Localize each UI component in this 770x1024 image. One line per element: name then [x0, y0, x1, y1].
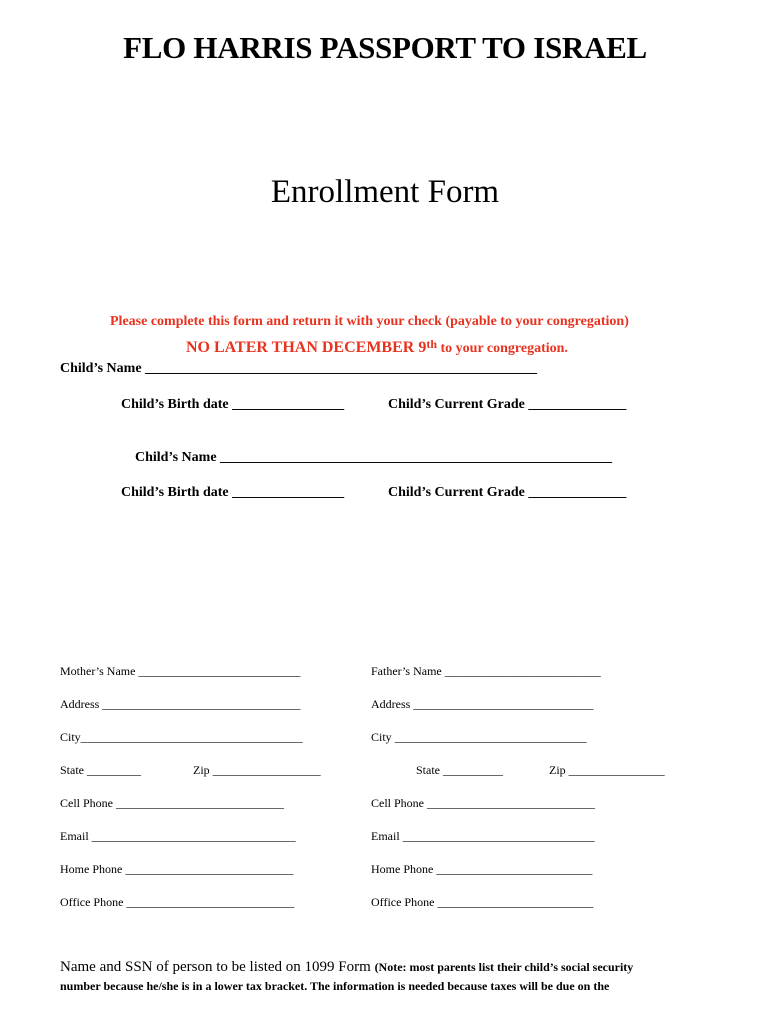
deadline-main: NO LATER THAN DECEMBER 9	[186, 339, 427, 356]
child2-birthdate-field[interactable]: Child’s Birth date ________________	[121, 485, 345, 500]
child1-name-field[interactable]: Child’s Name ________________________________________________________	[60, 361, 538, 376]
child1-birthdate-field[interactable]: Child’s Birth date ________________	[121, 397, 345, 412]
mother-zip-field[interactable]: Zip __________________	[193, 763, 321, 777]
father-home-phone-field[interactable]: Home Phone __________________________	[371, 862, 593, 876]
father-zip-field[interactable]: Zip ________________	[549, 763, 665, 777]
mother-cell-phone-field[interactable]: Cell Phone ____________________________	[60, 796, 284, 810]
ssn-note-continued: number because he/she is in a lower tax bracket. The information is needed because taxes will be due on the	[60, 979, 610, 993]
form-subtitle: Enrollment Form	[270, 174, 500, 210]
mother-city-field[interactable]: City_____________________________________	[60, 730, 303, 744]
child2-grade-field[interactable]: Child’s Current Grade ______________	[388, 485, 627, 500]
instructions-text: Please complete this form and return it with your check (payable to your congregation)	[110, 314, 629, 329]
father-address-field[interactable]: Address ______________________________	[371, 697, 594, 711]
mother-address-field[interactable]: Address _________________________________	[60, 697, 301, 711]
mother-home-phone-field[interactable]: Home Phone ____________________________	[60, 862, 294, 876]
mother-office-phone-field[interactable]: Office Phone ____________________________	[60, 895, 295, 909]
ssn-instruction	[60, 959, 633, 976]
father-city-field[interactable]: City ________________________________	[371, 730, 587, 744]
father-email-field[interactable]: Email ________________________________	[371, 829, 595, 843]
child2-name-field[interactable]: Child’s Name ________________________________________________________	[135, 450, 613, 465]
mother-state-field[interactable]: State _________	[60, 763, 141, 777]
father-state-field[interactable]: State __________	[416, 763, 503, 777]
mother-email-field[interactable]: Email __________________________________	[60, 829, 296, 843]
deadline-tail: to your congregation.	[437, 341, 568, 356]
father-name-field[interactable]: Father’s Name __________________________	[371, 664, 601, 678]
ssn-note: (Note: most parents list their child’s social security	[374, 960, 634, 974]
father-cell-phone-field[interactable]: Cell Phone ____________________________	[371, 796, 595, 810]
child1-grade-field[interactable]: Child’s Current Grade ______________	[388, 397, 627, 412]
deadline-text	[186, 339, 568, 357]
page-title: FLO HARRIS PASSPORT TO ISRAEL	[123, 30, 647, 65]
ssn-instruction-main: Name and SSN of person to be listed on 1099 Form	[60, 959, 375, 975]
mother-name-field[interactable]: Mother’s Name ___________________________	[60, 664, 301, 678]
father-office-phone-field[interactable]: Office Phone __________________________	[371, 895, 594, 909]
deadline-superscript: th	[426, 337, 437, 351]
